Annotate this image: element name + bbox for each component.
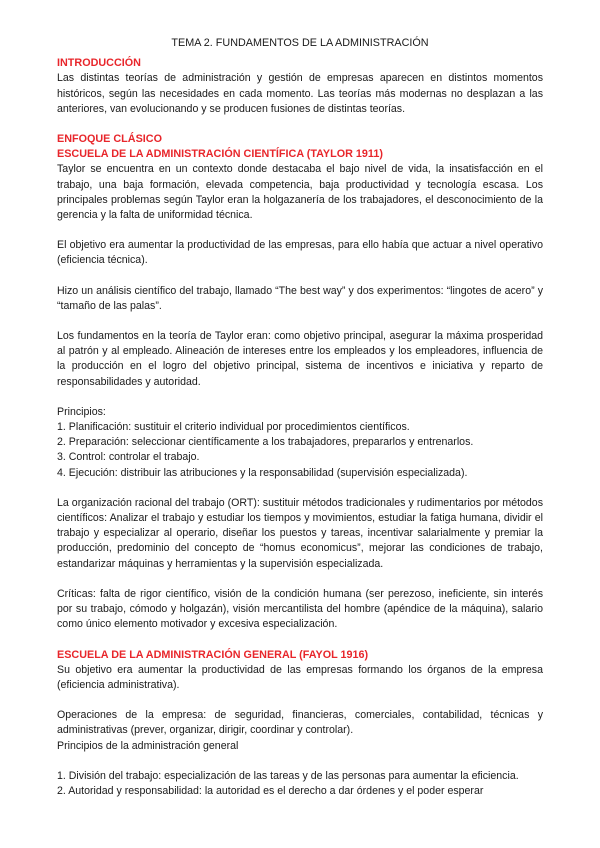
taylor-principles-list: [57, 420, 543, 481]
criticism-paragraph: Críticas: falta de rigor científico, visión de la condición humana (ser perezoso, ineficiente, sin interés por su trabajo, cómodo y holgazán), visión mercantilista del hombre (apéndice de la máquina), salario como único elemento motivador y excesiva especialización.: [57, 587, 543, 631]
intro-paragraph: Las distintas teorías de administración y gestión de empresas aparecen en distintos momentos históricos, según las necesidades en cada momento. Las teorías más modernas no desplazan a las anteriores, van evolucionando y se producen fusiones de distintas teorías.: [57, 72, 543, 115]
list-item: 1. Planificación: sustituir el criterio individual por procedimientos científicos.: [57, 421, 410, 434]
list-item: 3. Control: controlar el trabajo.: [57, 451, 200, 464]
fayol-principles-list: [57, 769, 543, 799]
taylor-school-heading: ESCUELA DE LA ADMINISTRACIÓN CIENTÍFICA (TAYLOR 1911): [57, 148, 383, 161]
taylor-analysis-paragraph: Hizo un análisis científico del trabajo, llamado “The best way” y dos experimentos: “lingotes de acero” y “tamaño de las palas”.: [57, 284, 543, 312]
fayol-school-heading: ESCUELA DE LA ADMINISTRACIÓN GENERAL (FAYOL 1916): [57, 648, 369, 661]
classic-approach-heading: ENFOQUE CLÁSICO: [57, 133, 162, 146]
fayol-principles-label: Principios de la administración general: [57, 739, 239, 752]
principles-label: Principios:: [57, 405, 106, 418]
intro-heading: INTRODUCCIÓN: [57, 57, 141, 70]
list-item: 2. Preparación: seleccionar científicamente a los trabajadores, prepararlos y entrenarlos.: [57, 436, 474, 449]
list-item: 1. División del trabajo: especialización de las tareas y de las personas para aumentar la eficiencia.: [57, 769, 519, 782]
page-title: TEMA 2. FUNDAMENTOS DE LA ADMINISTRACIÓN: [171, 37, 429, 49]
fayol-objective-paragraph: Su objetivo era aumentar la productividad de las empresas formando los órganos de la empresa (eficiencia administrativa).: [57, 663, 543, 691]
taylor-objective-paragraph: El objetivo era aumentar la productividad de las empresas, para ello había que actuar a nivel operativo (eficiencia técnica).: [57, 239, 543, 267]
fayol-operations-paragraph: Operaciones de la empresa: de seguridad, financieras, comerciales, contabilidad, técnicas y administrativas (prever, organizar, dirigir, coordinar y controlar).: [57, 709, 543, 737]
taylor-fundamentals-paragraph: Los fundamentos en la teoría de Taylor eran: como objetivo principal, asegurar la máxima prosperidad al patrón y al empleado. Alineación de intereses entre los empleados y los empleadores, influencia de la producción en el logro del objetivo principal, sistema de incentivos e iniciativa y reparto de responsabilidades y autoridad.: [57, 330, 543, 388]
list-item: 4. Ejecución: distribuir las atribuciones y la responsabilidad (supervisión especializada).: [57, 466, 468, 479]
list-item: 2. Autoridad y responsabilidad: la autoridad es el derecho a dar órdenes y el poder esperar: [57, 784, 484, 797]
ort-paragraph: La organización racional del trabajo (ORT): sustituir métodos tradicionales y rudimentarios por métodos científicos: Analizar el trabajo y estudiar los tiempos y movimientos, estudiar la fatiga humana, dividir el trabajo y especializar al operario, diseñar los puestos y tareas, incentivar salarialmente y premiar la producción, predominio del concepto de “homus economicus”, mejorar las condiciones de trabajo, estandarizar máquinas y herramientas y la supervisión especializada.: [57, 496, 543, 570]
taylor-context-paragraph: Taylor se encuentra en un contexto donde destacaba el bajo nivel de vida, la insatisfacción en el trabajo, una baja formación, elevada competencia, baja productividad y tecnología escasa. Los principales problemas según Taylor eran la holgazanería de los trabajadores, el desconocimiento de la gerencia y la falta de uniformidad técnica.: [57, 163, 543, 222]
